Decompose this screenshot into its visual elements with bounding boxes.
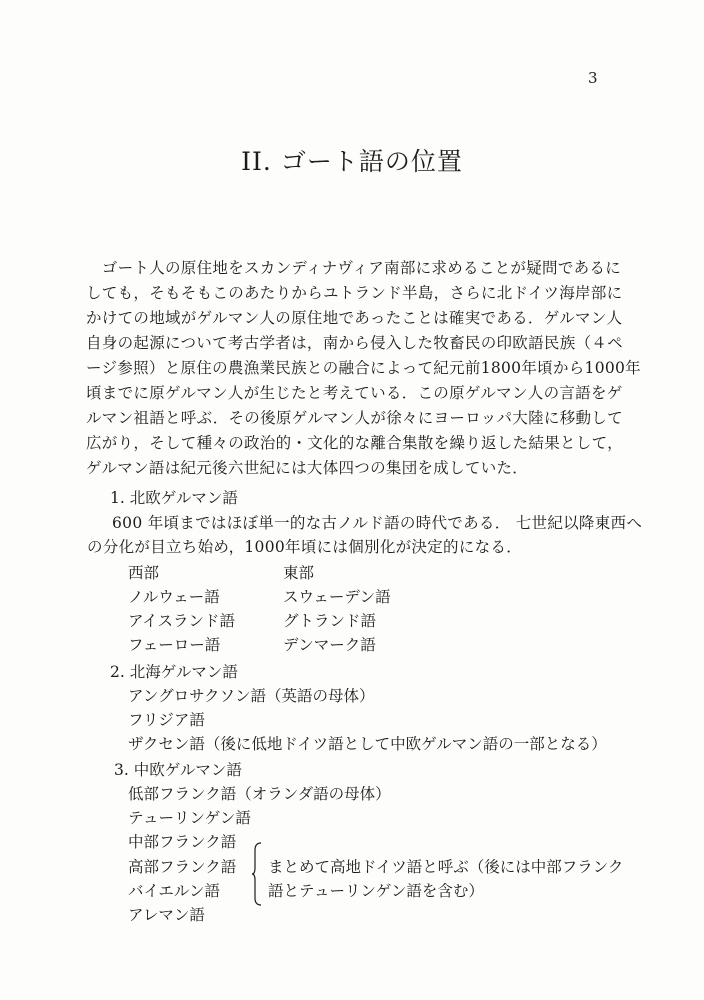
section-heading-central: 3. 中欧ゲルマン語 [114,761,242,779]
language-item: ザクセン語（後に低地ドイツ語として中欧ゲルマン語の一部となる） [128,735,607,753]
intro-line: 広がり，そして種々の政治的・文化的な離合集散を繰り返した結果として， [86,434,623,452]
intro-line: ルマン祖語と呼ぶ．その後原ゲルマン人が徐々にヨーロッパ大陸に移動して [86,409,623,427]
language-item: グトランド語 [283,612,377,630]
intro-line: 頃までに原ゲルマン人が生じたと考えている．この原ゲルマン人の言語をゲ [86,384,623,402]
north-text-line: 600 年頃まではほぼ単一的な古ノルド語の時代である． 七世紀以降東西へ [112,514,643,532]
language-item: 中部フランク語 [128,833,237,851]
language-item: デンマーク語 [283,636,376,654]
intro-line: しても，そもそもこのあたりからユトランド半島，さらに北ドイツ海岸部に [86,284,623,302]
language-item: 高部フランク語 [128,858,237,876]
intro-line: ージ参照）と原住の農漁業民族との融合によって紀元前1800年頃から1000年 [86,359,641,377]
language-item: フェーロー語 [128,636,221,654]
language-item: アレマン語 [128,906,205,924]
page-title: II. ゴート語の位置 [241,147,463,176]
language-item: アイスランド語 [128,612,235,630]
intro-line: ゴート人の原住地をスカンディナヴィア南部に求めることが疑問であるに [86,259,622,277]
intro-line: ゲルマン語は紀元後六世紀には大体四つの集団を成していた． [86,459,529,477]
east-label: 東部 [283,564,315,582]
brace-note-line: まとめて高地ドイツ語と呼ぶ（後には中部フランク [268,858,624,876]
language-item: フリジア語 [128,711,205,729]
curly-brace-icon [251,842,265,906]
language-item: バイエルン語 [128,882,220,900]
language-item: スウェーデン語 [283,588,391,606]
section-heading-north: 1. 北欧ゲルマン語 [110,489,238,507]
language-item: 低部フランク語（オランダ語の母体） [128,785,391,803]
north-text-line: の分化が目立ち始め，1000年頃には個別化が決定的になる． [87,538,523,556]
intro-line: 自身の起源について考古学者は，南から侵入した牧畜民の印欧語民族（４ペ [86,334,623,352]
language-item: ノルウェー語 [128,588,220,606]
language-item: テューリンゲン語 [128,809,251,827]
page-number: 3 [588,69,598,87]
brace-note-line: 語とテューリンゲン語を含む） [268,882,484,900]
language-item: アングロサクソン語（英語の母体） [128,687,375,705]
west-label: 西部 [128,564,160,582]
intro-line: かけての地域がゲルマン人の原住地であったことは確実である．ゲルマン人 [86,309,623,327]
section-heading-northsea: 2. 北海ゲルマン語 [110,663,238,681]
